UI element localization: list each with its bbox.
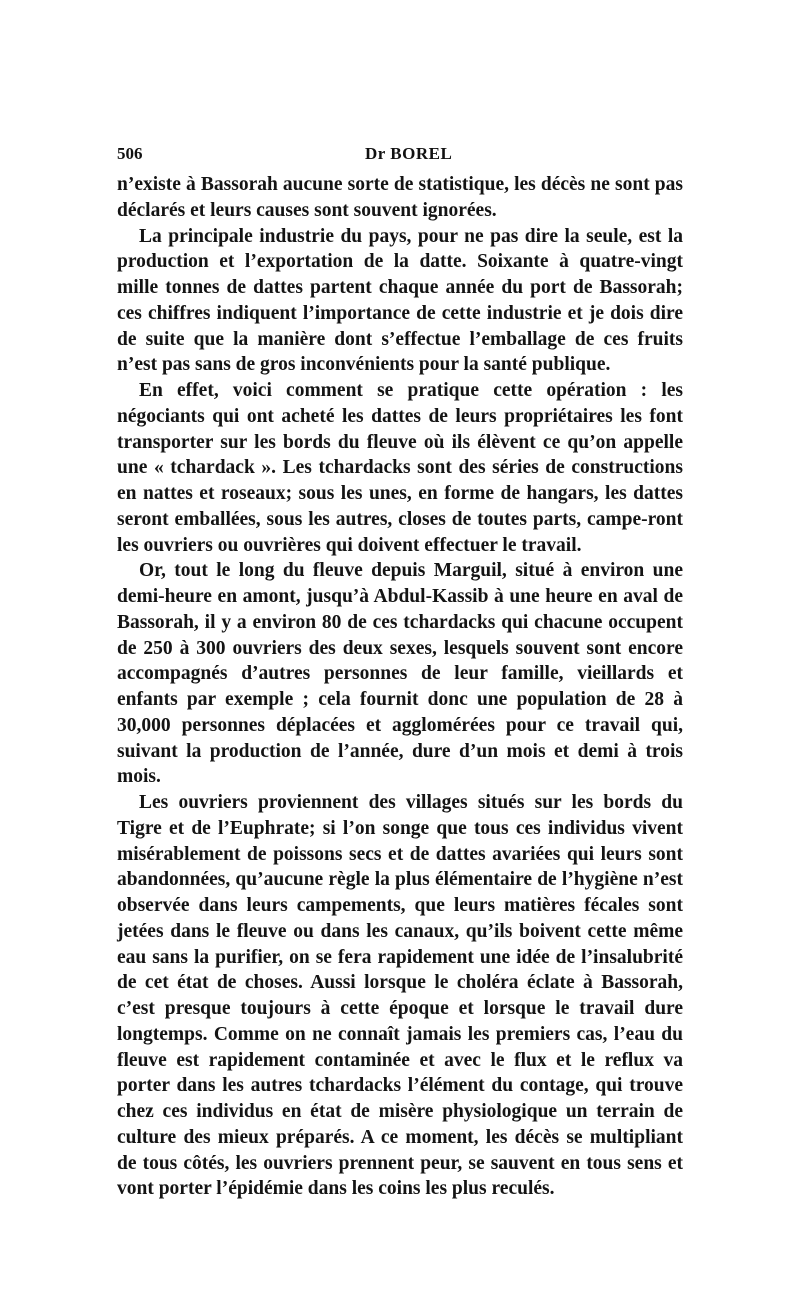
page-number: 506 — [117, 144, 143, 163]
running-head: Dr BOREL — [365, 144, 453, 163]
paragraph-3: En effet, voici comment se pratique cette opération : les négociants qui ont acheté les dattes de leurs propriétaires les font transporter sur les bords du fleuve où ils élèvent ce qu’on appelle une « tchardack ». Les tchardacks sont des séries de constructions en nattes et roseaux; sous les unes, en forme de hangars, les dattes seront emballées, sous les autres, closes de toutes parts, campe-ront les ouvriers ou ouvrières qui doivent effectuer le travail. — [117, 380, 683, 556]
paragraph-1: n’existe à Bassorah aucune sorte de statistique, les décès ne sont pas déclarés et leurs causes sont souvent ignorées. — [117, 174, 683, 221]
paragraph-2: La principale industrie du pays, pour ne pas dire la seule, est la production et l’exportation de la datte. Soixante à quatre-vingt mille tonnes de dattes partent chaque année du port de Bassorah; ces chiffres indiquent l’importance de cette industrie et je dois dire de suite que la manière dont s’effectue l’emballage de ces fruits n’est pas sans de gros inconvénients pour la santé publique. — [117, 225, 683, 376]
page-header — [117, 144, 683, 168]
body-text — [117, 172, 683, 1202]
paragraph-5: Les ouvriers proviennent des villages situés sur les bords du Tigre et de l’Euphrate; si l’on songe que tous ces individus vivent misérablement de poissons secs et de dattes avariées qui leurs sont abandonnées, qu’aucune règle la plus élémentaire de l’hygiène n’est observée dans leurs campements, que leurs matières fécales sont jetées dans le fleuve ou dans les canaux, qu’ils boivent cette même eau sans la purifier, on se fera rapidement une idée de l’insalubrité de cet état de choses. Aussi lorsque le choléra éclate à Bassorah, c’est presque toujours à cette époque et lorsque le travail dure longtemps. Comme on ne connaît jamais les premiers cas, l’eau du fleuve est rapidement contaminée et avec le flux et le reflux va porter dans les autres tchardacks l’élément du contage, qui trouve chez ces individus en état de misère physiologique un terrain de culture des mieux préparés. A ce moment, les décès se multipliant de tous côtés, les ouvriers prennent peur, se sauvent en tous sens et vont porter l’épidémie dans les coins les plus reculés. — [117, 792, 683, 1200]
paragraph-4: Or, tout le long du fleuve depuis Marguil, situé à environ une demi-heure en amont, jusqu’à Abdul-Kassib à une heure en aval de Bassorah, il y a environ 80 de ces tchardacks qui chacune occupent de 250 à 300 ouvriers des deux sexes, lesquels souvent sont encore accompagnés d’autres personnes de leur famille, vieillards et enfants par exemple ; cela fournit donc une population de 28 à 30,000 personnes déplacées et agglomérées pour ce travail qui, suivant la production de l’année, dure d’un mois et demi à trois mois. — [117, 560, 683, 788]
